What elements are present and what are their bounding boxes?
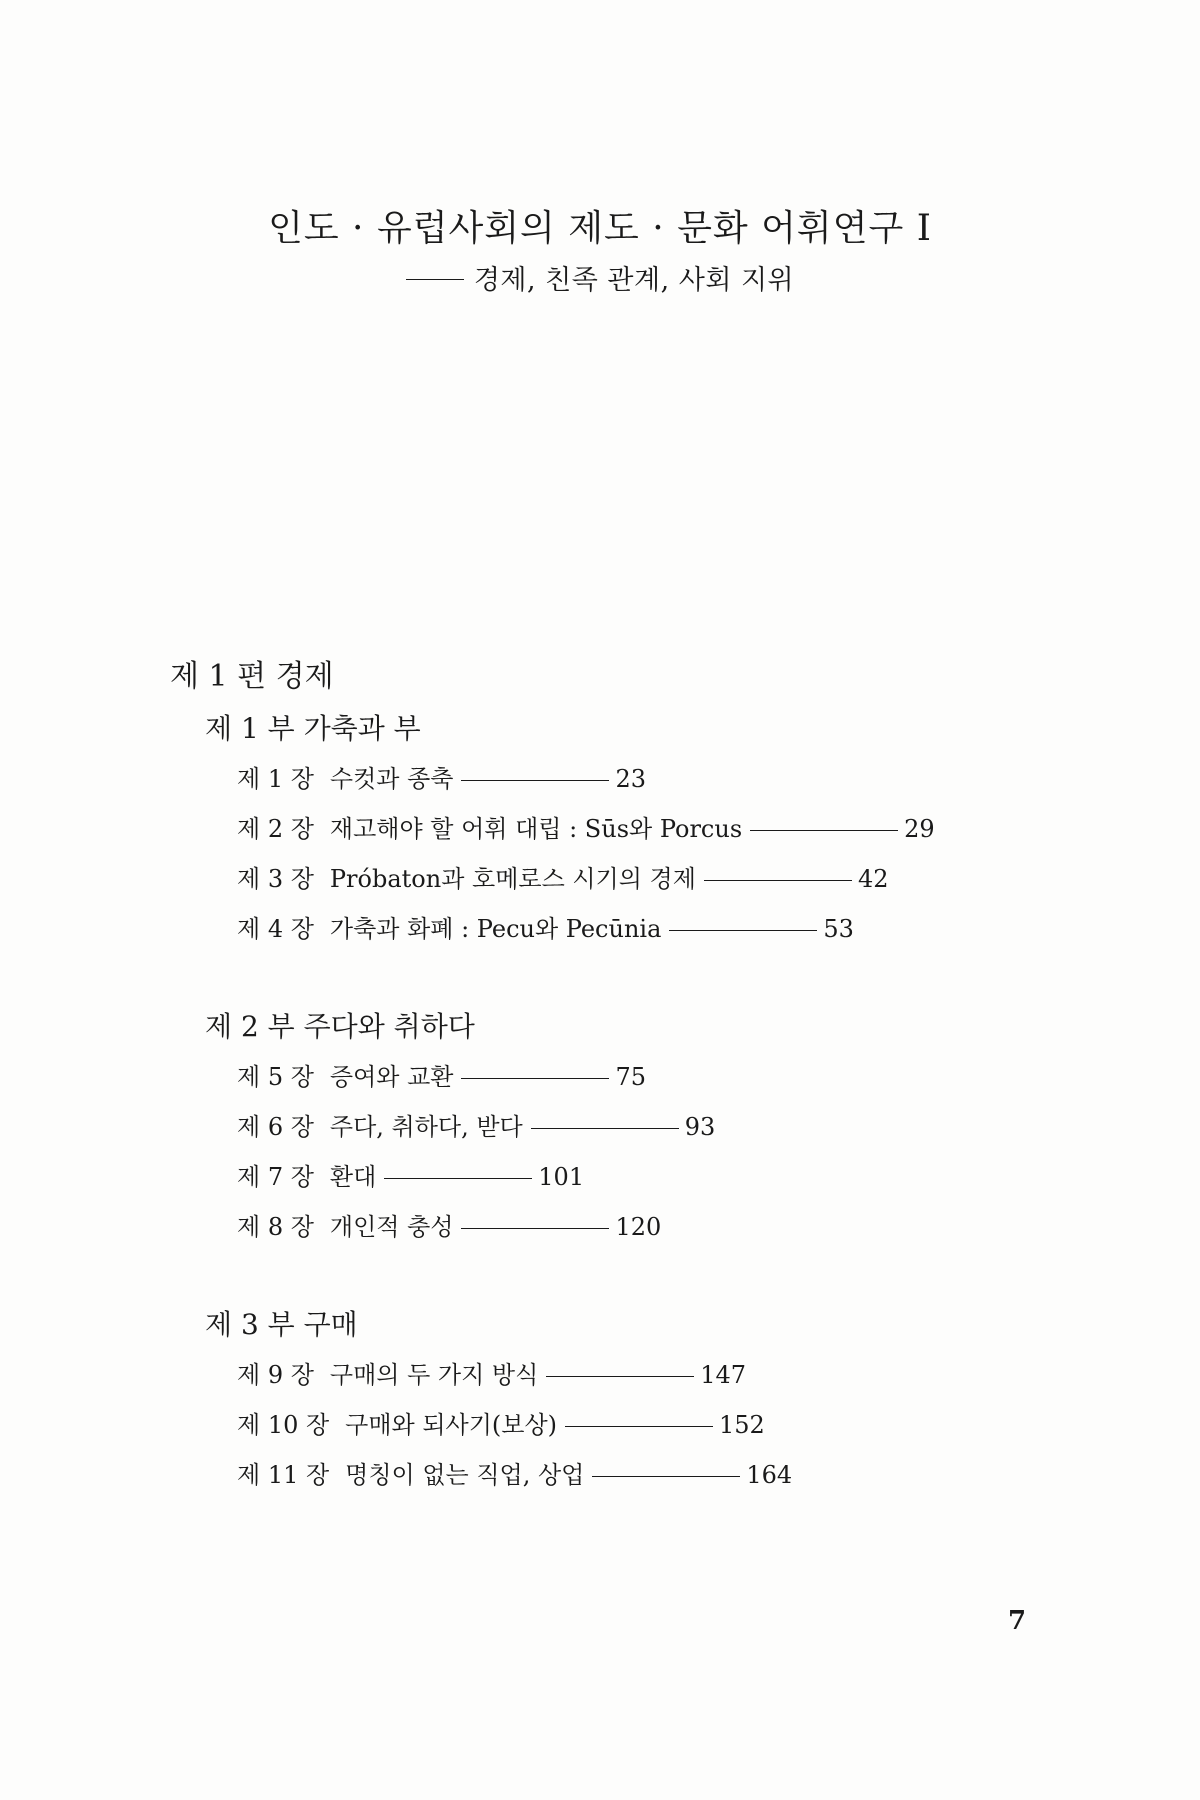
toc-chapter-entry[interactable] xyxy=(237,1350,1070,1400)
chapter-page-number: 147 xyxy=(700,1361,747,1389)
chapter-title: 명칭이 없는 직업, 상업 xyxy=(345,1461,585,1489)
chapter-title: 가축과 화폐 : Pecu와 Pecūnia xyxy=(329,915,662,943)
chapter-page-number: 42 xyxy=(857,865,889,893)
chapter-page-number: 23 xyxy=(615,765,647,793)
chapter-title: 수컷과 종축 xyxy=(329,765,454,793)
leader-line xyxy=(461,780,609,781)
chapter-page-number: 152 xyxy=(719,1411,765,1439)
chapter-title: 재고해야 할 어휘 대립 : Sūs와 Porcus xyxy=(329,815,743,843)
chapter-page-number: 93 xyxy=(684,1113,716,1141)
subtitle-dash xyxy=(406,279,464,280)
chapter-page-number: 120 xyxy=(615,1213,662,1241)
chapter-page-number: 101 xyxy=(538,1163,585,1191)
toc-part-title: 제 1 부 가축과 부 xyxy=(205,712,421,745)
chapter-page-number: 29 xyxy=(904,815,935,843)
leader-line xyxy=(546,1376,694,1377)
leader-line xyxy=(565,1426,713,1427)
leader-line xyxy=(384,1178,532,1179)
leader-line xyxy=(531,1128,679,1129)
leader-line xyxy=(461,1078,609,1079)
toc-chapter-entry[interactable] xyxy=(237,854,1070,904)
book-title: 인도 · 유럽사회의 제도 · 문화 어휘연구 I xyxy=(268,208,932,249)
book-subtitle-text: 경제, 친족 관계, 사회 지위 xyxy=(473,265,795,296)
chapter-title: 구매의 두 가지 방식 xyxy=(329,1361,539,1389)
chapter-number: 제 8 장 xyxy=(237,1213,314,1241)
chapter-title: 주다, 취하다, 받다 xyxy=(329,1113,523,1141)
chapter-number: 제 5 장 xyxy=(237,1063,314,1091)
leader-line xyxy=(461,1228,609,1229)
chapter-title: 개인적 충성 xyxy=(329,1213,454,1241)
toc-chapter-entry[interactable] xyxy=(237,904,1070,954)
chapter-page-number: 53 xyxy=(823,915,854,943)
toc-part-title: 제 3 부 구매 xyxy=(205,1308,358,1341)
chapter-title: 증여와 교환 xyxy=(329,1063,454,1091)
chapter-number: 제 4 장 xyxy=(237,915,314,943)
toc-division-title: 제 1 편 경제 xyxy=(170,659,334,694)
chapter-number: 제 7 장 xyxy=(237,1163,314,1191)
chapter-page-number: 164 xyxy=(746,1461,793,1489)
chapter-number: 제 1 장 xyxy=(237,765,314,793)
toc-chapter-entry[interactable] xyxy=(237,754,1070,804)
toc-chapter-entry[interactable] xyxy=(237,1450,1070,1500)
chapter-title: Próbaton과 호메로스 시기의 경제 xyxy=(329,865,696,893)
toc-chapter-entry[interactable] xyxy=(237,1152,1070,1202)
table-of-contents xyxy=(170,650,1070,1500)
chapter-number: 제 2 장 xyxy=(237,815,314,843)
toc-part-title: 제 2 부 주다와 취하다 xyxy=(205,1010,475,1043)
chapter-page-number: 75 xyxy=(615,1063,647,1091)
toc-chapter-entry[interactable] xyxy=(237,804,1070,854)
leader-line xyxy=(750,830,898,831)
chapter-number: 제 11 장 xyxy=(237,1461,330,1489)
chapter-title: 구매와 되사기(보상) xyxy=(345,1411,557,1439)
leader-line xyxy=(704,880,852,881)
chapter-number: 제 9 장 xyxy=(237,1361,314,1389)
chapter-number: 제 6 장 xyxy=(237,1113,314,1141)
chapter-number: 제 10 장 xyxy=(237,1411,330,1439)
chapter-title: 환대 xyxy=(329,1163,377,1191)
toc-chapter-entry[interactable] xyxy=(237,1400,1070,1450)
leader-line xyxy=(669,930,817,931)
toc-chapter-entry[interactable] xyxy=(237,1052,1070,1102)
book-subtitle xyxy=(0,258,1200,297)
toc-chapter-entry[interactable] xyxy=(237,1102,1070,1152)
leader-line xyxy=(592,1476,740,1477)
chapter-number: 제 3 장 xyxy=(237,865,314,893)
toc-chapter-entry[interactable] xyxy=(237,1202,1070,1252)
page-number: 7 xyxy=(1008,1606,1027,1636)
